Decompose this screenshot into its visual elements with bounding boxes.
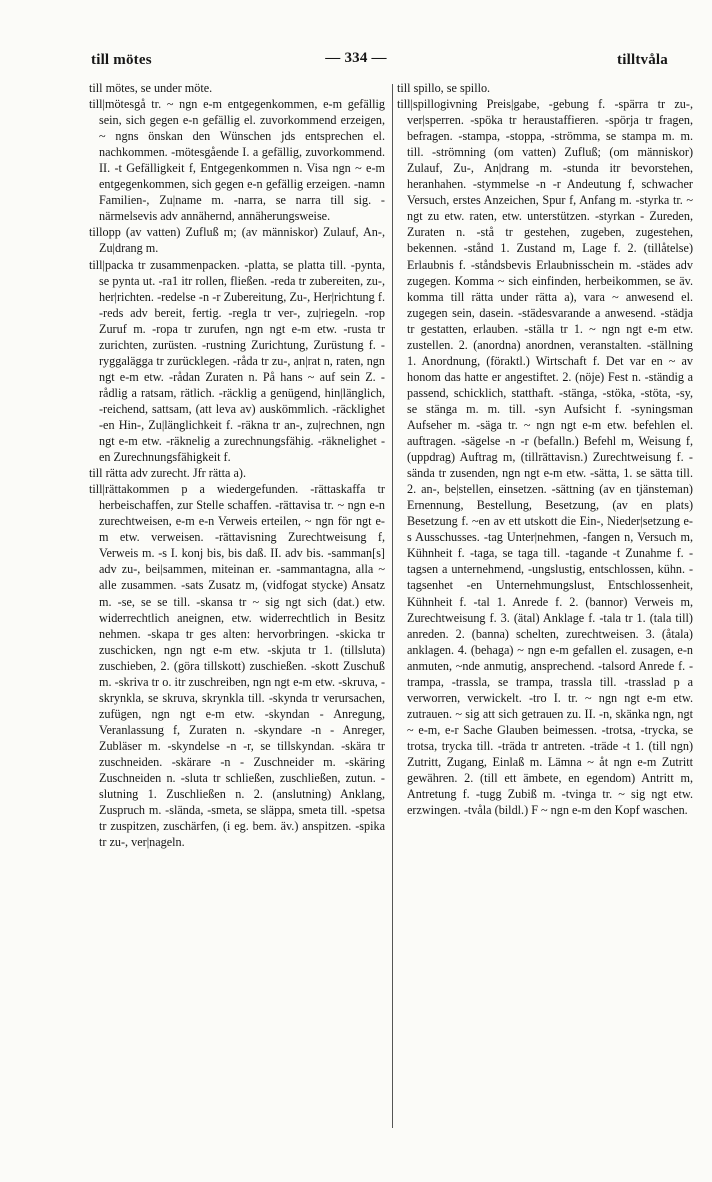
entry: till spillo, se spillo. [397,81,491,95]
entry: till mötes, se under möte. [89,81,213,95]
column-divider [392,84,393,1128]
running-head-left: till mötes [91,52,152,68]
entry: till|mötesgå tr. ~ ngn e-m entgegenkommen, e-m gefällig sein, sich gegen e-n gefällig el. zuvorkommend erzeigen, ~ ngns önskan den Wünschen jds entsprechen el. nachkommen. -mötesgående I. a gefällig, zuvorkommend. II. -t Gefälligkeit f, Entgegenkommen n. Visa ngn ~ e-m entgegenkommen, sich gegen e-n gefällig erzeigen. -namn Familien-, Zu|name m. -narra, se narra till sig. -närmelsevis adv annähernd, annäherungsweise. [89,97,385,224]
entry: till|packa tr zusammenpacken. -platta, se platta till. -pynta, se pynta ut. -ra1 itr rollen, fließen. -reda tr zubereiten, zu-, her|richten. -redelse -n -r Zubereitung, Zu-, Her|richtung f. -reds adv bereit, fertig. -regla tr ver-, zu|riegeln. -rop Zuruf m. -ropa tr zurufen, ngn ngt e-m etw. -rusta tr zurichten, zurüsten. -rustning Zurichtung, Zurüstung f. -ryggalägga tr zurücklegen. -råda tr zu-, an|rat n, raten, ngn ngt e-m etw. -rådan Zuraten n. På hans ~ auf sein Z. -rådlig a ratsam, rätlich. -räcklig a genügend, hin|länglich, -reichend, sattsam, (att leva av) auskömmlich. -räcklighet -en Hin-, Zu|länglichkeit f. -räkna tr an-, zu|rechnen, ngn ngt e-m etw. -räknelig a zurechnungsfähig. -räknelighet -en Zurechnungsfähigkeit f. [89,257,385,465]
entry: till|spillogivning Preis|gabe, -gebung f. -spärra tr zu-, ver|sperren. -spöka tr heraustaffieren. -spörja tr fragen, befragen. -stampa, -stoppa, -strömma, se stampa m. m. till. -strömning (om vatten) Zufluß; (om människor) Zulauf, Zu-, An|drang m. -stunda itr bevorstehen, heranhahen. -stymmelse -n -r Andeutung f, schwacher Versuch, erstes Anzeichen, Spur f, Anfang m. -styrka tr. ~ ngt zu etw. raten, etw. unterstützen. -styrkan - Zureden, Zuraten n. -stå tr gestehen, zugeben, zugestehen, bekennen. -stånd 1. Zustand m, Lage f. 2. (tillåtelse) Erlaubnis f. -ståndsbevis Erlaubnisschein m. -städes adv zugegen. Komma ~ sich einfinden, herbeikommen, se äv. komma till rätta under rätta a), vara ~ anwesend el. zugegen sein, dasein. -städesvarande a anwesend. -städja tr gestatten, erlauben. -ställa tr 1. ~ ngn ngt e-m etw. zustellen. 2. (anordna) anordnen, veranstalten. -ställning 1. Anordnung, (förаktl.) Wirtschaft f. Det var en ~ av honom das hatte er angestiftet. 2. (nöje) Fest n. -ständig a passend, schicklich, statthaft. -stänga, -stöka, -stöta, -sy, se stänga m. m. till. -syn Aufsicht f. -syningsman Aufseher m. -säga tr. ~ ngn ngt e-m etw. befehlen el. auftragen. -sägelse -n -r (befalln.) Befehl m, Weisung f, (uppdrag) Auftrag m, (tillrättavisn.) Zurechtweisung f. -sända tr zusenden, ngn ngt e-m etw. -sätta, 1. se sätta till. 2. an-, be|stellen, einsetzen. -sättning (av en tjänsteman) Ernennung, Bestellung, Besetzung, (av en plats) Besetzung f. ~en av ett utskott die Ein-, Nieder|setzung e-s Ausschusses. -tag Unter|nehmen, -fangen n, Versuch m, Kühnheit f. -taga, se taga till. -tagande -t Zunahme f. -tagsen a unternehmend, -ungslustig, entschlossen, kühn. -tagsenhet -en Unternehmungslust, Entschlossenheit, Kühnheit f. -tal 1. Anrede f. 2. (bannor) Verweis m, Zurechtweisung f. 3. (ätal) Anklage f. -tala tr 1. (tala till) anreden. 2. (banna) schelten, zurechtweisen. 3. (åtala) anklagen. 4. (behaga) ~ ngn e-m gefallen el. zusagen, e-n anmuten, ~nde anmutig, ansprechend. -talsord Anrede f. -trampa, -trassla, se trampa, trassla till. -trasslad p a verworren, verwickelt. -tro I. tr. ~ ngn ngt e-m etw. zutrauen. ~ sig att sich getrauen zu. II. -n, skänka ngn, ngt ~ e-m, e-r Sache Glauben beimessen. -trotsa, -trycka, se trotsa, trycka till. -träda tr antreten. -träde -t 1. (till ngn) Zutritt, Zugang, Einlaß m. Lämna ~ åt ngn e-m Zutritt gewähren. 2. (till ett ämbete, en egendom) Antritt m, Antretung f. -tugg Zubiß m. -tvinga tr. ~ sig ngt etw. erzwingen. -tvåla (bildl.) F ~ ngn e-m den Kopf waschen. [397,97,693,818]
running-head-right: tilltvåla [617,52,668,68]
entry: tillopp (av vatten) Zufluß m; (av människor) Zulauf, An-, Zu|drang m. [89,225,385,256]
page-number: — 334 — [325,50,387,66]
left-column [89,80,385,1170]
entry: till|rättakommen p a wiedergefunden. -rättaskaffa tr herbeischaffen, zur Stelle schaffen. -rättavisa tr. ~ ngn e-n zurechtweisen, e-m e-n Verweis erteilen, ~ ngn för ngt e-m etw. verweisen. -rättavisning Zurechtweisung f, Verweis m. -s I. konj bis, bis daß. II. adv bis. -samman[s] adv zu-, bei|sammen, miteinan er. -sammantagna, alla ~ alle zusammen. -sats Zusatz m, (vidfogat stycke) Ansatz m. -se, se se till. -skansa tr ~ sig ngt sich (dat.) etw. widerrechtlich aneignen, etw. widerrechtlich in Besitz nehmen. -skapa tr ges alten: hervorbringen. -skicka tr zuschicken, ngn ngt e-m etw. -skjuta tr 1. (tillsluta) zuschieben, 2. (göra tillskott) zuschießen. -skott Zuschuß m. -skriva tr o. itr zuschreiben, ngn ngt e-m etw. -skruva, -skrynkla, se skruva, skrynkla till. -skynda tr verursachen, zufügen, ngn ngt e-m etw. -skyndan - Anregung, Veranlassung f, Zuraten n. -skyndare -n - Anreger, Zubläser m. -skyndelse -n -r, se tillskyndan. -skära tr zuschneiden. -skärare -n - Zuschneider m. -skäring Zuschneiden n. -sluta tr schließen, zuschließen, zutun. -slutning 1. Zuschließen n. 2. (anslutning) Anklang, Zuspruch m. -slända, -smeta, se släppa, smeta till. -spetsa tr zuspitzen, zuschärfen, (i eg. bem. äv.) anspitzen. -spika tr zu-, ver|nageln. [89,482,385,850]
entry: till rätta adv zurecht. Jfr rätta a). [89,466,247,481]
right-column [397,80,693,1170]
